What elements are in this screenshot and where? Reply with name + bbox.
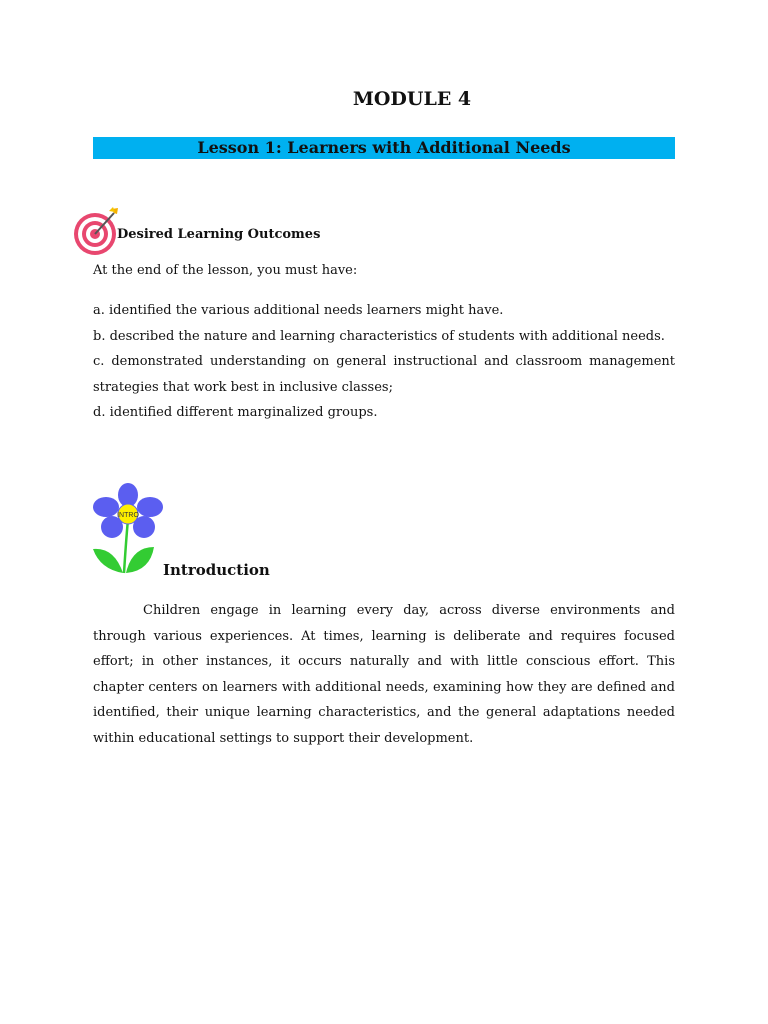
flower-icon: [90, 481, 166, 579]
flower-label: INTRO: [117, 512, 139, 519]
outcome-item: b. described the nature and learning characteristics of students with additional needs.: [93, 328, 665, 344]
outcomes-intro: At the end of the lesson, you must have:: [93, 263, 358, 278]
introduction-paragraph: Children engage in learning every day, across diverse environments and through various experiences. At times, learning is deliberate and requires focused effort; in other instances, it occurs naturally and with little conscious effort. This chapter centers on learners with additional needs, examining how they are defined and identified, their unique learning characteristics, and the general adaptations needed within educational settings to support their development.: [93, 603, 675, 746]
outcome-item: d. identified different marginalized groups.: [93, 405, 378, 420]
introduction-heading: Introduction: [163, 561, 270, 579]
outcome-item: c. demonstrated understanding on general instructional and classroom management strategies that work best in inclusive classes;: [93, 354, 675, 395]
outcomes-heading: Desired Learning Outcomes: [117, 227, 321, 242]
outcome-item: a. identified the various additional needs learners might have.: [93, 303, 504, 318]
module-title: MODULE 4: [352, 88, 472, 110]
lesson-title-bar: Lesson 1: Learners with Additional Needs: [93, 137, 675, 159]
outcomes-list: [93, 298, 675, 426]
